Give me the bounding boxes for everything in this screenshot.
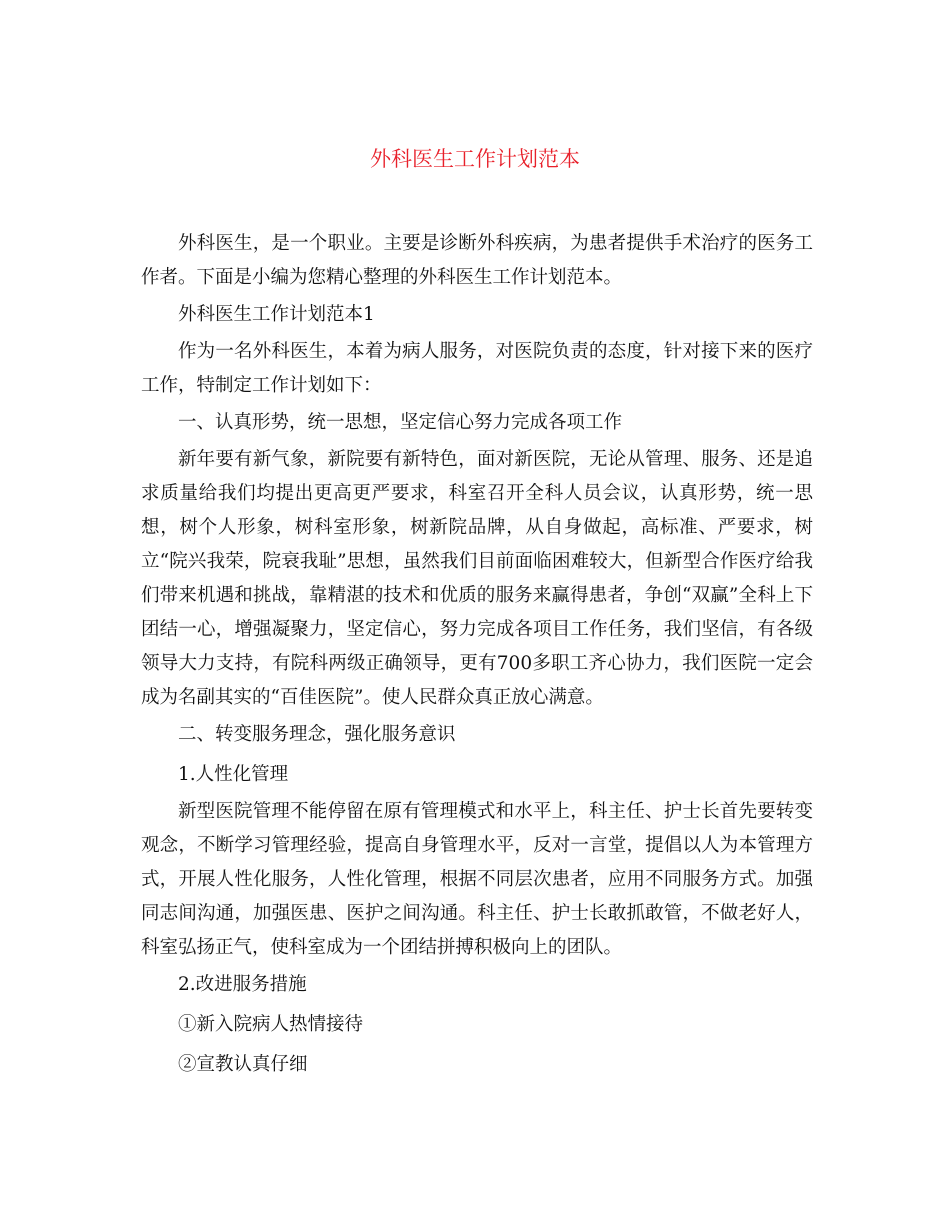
document-body <box>141 227 813 1085</box>
section-heading-2: 二、转变服务理念，强化服务意识 <box>178 724 456 745</box>
section-heading-1: 一、认真形势，统一思想，坚定信心努力完成各项工作 <box>178 412 623 433</box>
subsection-heading-2: 2.改进服务措施 <box>178 974 307 995</box>
list-item-2: ②宣教认真仔细 <box>178 1054 308 1075</box>
subsection-heading-1: 1.人性化管理 <box>178 764 289 785</box>
list-item-1: ①新入院病人热情接待 <box>178 1014 364 1035</box>
paragraph-heading-sample-1: 外科医生工作计划范本1 <box>178 304 375 325</box>
paragraph-section-1: 新年要有新气象，新院要有新特色，面对新医院，无论从管理、服务、还是追求质量给我们均提出更高更严要求，科室召开全科人员会议，认真形势，统一思想，树个人形象，树科室形象，树新院品牌，从自身做起，高标准、严要求，树立“院兴我荣，院衰我耻”思想，虽然我们目前面临困难较大，但新型合作医疗给我们带来机遇和挑战，靠精湛的技术和优质的服务来赢得患者，争创“双赢”全科上下团结一心，增强凝聚力，坚定信心，努力完成各项目工作任务，我们坚信，有各级领导大力支持，有院科两级正确领导，更有700多职工齐心协力，我们医院一定会成为名副其实的“百佳医院”。使人民群众真正放心满意。 <box>141 449 813 708</box>
paragraph-management: 新型医院管理不能停留在原有管理模式和水平上，科主任、护士长首先要转变观念，不断学习管理经验，提高自身管理水平，反对一言堂，提倡以人为本管理方式，开展人性化服务，人性化管理，根据不同层次患者，应用不同服务方式。加强同志间沟通，加强医患、医护之间沟通。科主任、护士长敢抓敢管，不做老好人，科室弘扬正气，使科室成为一个团结拼搏积极向上的团队。 <box>141 801 813 958</box>
document-title: 外科医生工作计划范本 <box>370 147 580 171</box>
paragraph-preface: 作为一名外科医生，本着为病人服务，对医院负责的态度，针对接下来的医疗工作，特制定工作计划如下： <box>141 341 813 396</box>
paragraph-intro: 外科医生，是一个职业。主要是诊断外科疾病，为患者提供手术治疗的医务工作者。下面是小编为您精心整理的外科医生工作计划范本。 <box>141 233 813 288</box>
